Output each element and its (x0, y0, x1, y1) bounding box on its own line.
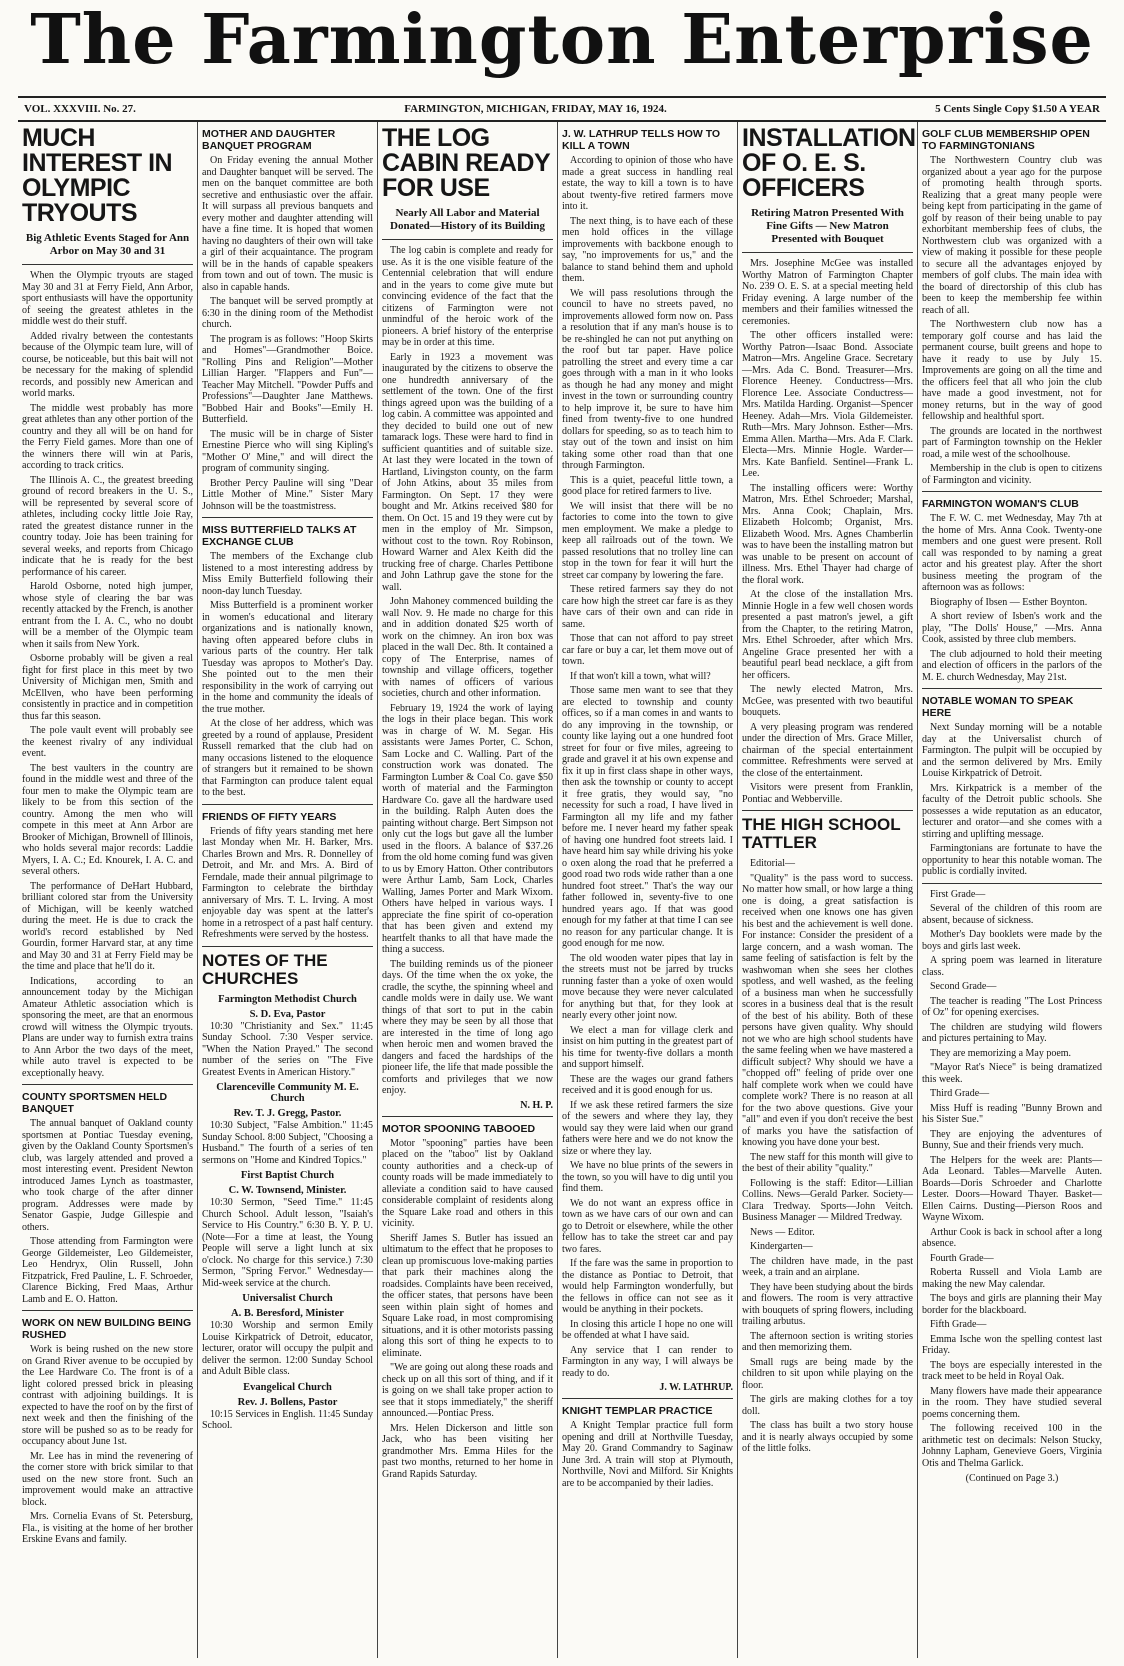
divider (922, 688, 1102, 689)
article-paragraph: The Illinois A. C., the greatest breeding ground of record breakers in the U. S., will be represented by several score of athletes, including cocky little Joie Ray, rated the greatest distance runner in the country today. Joie has been training for several weeks, and reports from Chicago indicate that he is ready for the best performance of his career. (22, 474, 193, 578)
article-paragraph: According to opinion of those who have made a great success in handling real estate, the way to kill a town is to have about twenty-five retired farmers move into it. (562, 155, 733, 212)
womans-club-article-body (922, 513, 1102, 683)
article-paragraph: "Mayor Rat's Niece" is being dramatized this week. (922, 1062, 1102, 1085)
article-paragraph: Early in 1923 a movement was inaugurated by the citizens to observe the one hundredth anniversary of the settlement of the town. One of the first things agreed upon was the building of a log cabin. A committee was appointed and they decided to build one out of new tamarack logs. These were hard to find in sufficient quantities and of suitable size. At last they were located in the town of Hartland, Livingston county, on the farm of John Atkins, about 35 miles from Farmington. On Sept. 17 they were bought and Mr. Atkins received $80 for them. On Oct. 15 and 19 they were cut by men in the employ of Mr. Simpson, without cost to the town. Roy Robinson, Howard Warner and Alex Keith did the trucking free of charge. Charles Pettibone and John Lathrup gave the stone for the wall. (382, 351, 553, 593)
article-paragraph: Roberta Russell and Viola Lamb are making the new May calendar. (922, 1267, 1102, 1290)
dateline-bar (18, 96, 1106, 122)
article-paragraph: The following received 100 in the arithmetic test on decimals: Nelson Stucky, Johnny Lapham, Genevieve Goers, Virginia Otis and Thelma Garlick. (922, 1423, 1102, 1469)
article-paragraph: We do not want an express office in town as we have cars of our own and can go to Detroit or elsewhere, while the other fellow has to take the street car and pay two fares. (562, 1197, 733, 1255)
article-paragraph: Mrs. Helen Dickerson and little son Jack, who has been visiting her grandmother Mrs. Emma Hiles for the past two months, returned to her home in Grand Rapids Saturday. (382, 1422, 553, 1480)
lathrup-signature: J. W. LATHRUP. (659, 1382, 733, 1393)
sportsmen-article-body (22, 1118, 193, 1305)
divider (742, 810, 913, 811)
womans-club-headline: FARMINGTON WOMAN'S CLUB (922, 498, 1079, 510)
article-paragraph: A spring poem was learned in literature class. (922, 955, 1102, 978)
article-paragraph: "We are going out along these roads and check up on all this sort of thing, and if it is going on we shall take proper action to see that it stops immediately," the sheriff announced.—Pontiac Press. (382, 1362, 553, 1419)
article-paragraph: First Grade— (930, 888, 986, 900)
column-4 (558, 122, 738, 1658)
article-paragraph: The best vaulters in the country are found in the middle west and three of the four men to make the Olympic team are likely to be from this section of the country. Among the men who will compete in this meet at Ann Arbor are Brooker of Michigan, Brownell of Illinois, who holds several major records: Laddie Myers, I. A. C.; Ed. Knourek, I. A. C. and several others. (22, 762, 193, 877)
church-name: Evangelical Church (243, 1381, 332, 1393)
article-paragraph: Harold Osborne, noted high jumper, whose style of clearing the bar was recently attacked by the French, is another entrant from the I. A. C., who no doubt will be a member of the Olympic team when it sails from New York. (22, 581, 193, 650)
article-paragraph: We will pass resolutions through the council to have no streets paved, no improvements allowed form now on. Pass a resolution that if any man's house is to be re-shingled he can not put anything on the roof but tar paper. Have police patrolling the street and every time a car goes through with a man in it who looks as though he had any money and might invest in the town or surrounding country to help improve it, be sure to have him fined from twenty-five to one hundred dollars for speeding, so as to teach him to stay out of the town and insist on him taking some other road than that one through Farmington. (562, 287, 733, 471)
article-paragraph: John Mahoney commenced building the wall Nov. 9. He made no charge for this and in addition donated $25 worth of work on the chimney. An iron box was placed in the wall Dec. 8th. It contained a copy of The Enterprise, names of township and village officers, together with names of officers of various societies, church and other information. (382, 596, 553, 699)
article-paragraph: Many flowers have made their appearance in the room. They have studied several poems concerning them. (922, 1385, 1102, 1420)
article-paragraph: Miss Huff is reading "Bunny Brown and his Sister Sue." (922, 1102, 1102, 1125)
article-paragraph: Biography of Ibsen — Esther Boynton. (930, 596, 1088, 608)
column-3 (378, 122, 558, 1658)
article-paragraph: Arthur Cook is back in school after a long absence. (922, 1226, 1102, 1249)
column-1 (18, 122, 198, 1658)
church-name: Clarenceville Community M. E. Church (216, 1082, 359, 1104)
article-paragraph: The club adjourned to hold their meeting and election of officers in the parlors of the M. E. church Wednesday, May 21st. (922, 648, 1102, 683)
article-paragraph: Fifth Grade— (930, 1319, 987, 1330)
article-paragraph: The new staff for this month will give to the best of their ability "quality." (742, 1151, 913, 1174)
notable-woman-headline: NOTABLE WOMAN TO SPEAK HERE (922, 695, 1074, 719)
article-paragraph: Farmingtonians are fortunate to have the opportunity to hear this notable woman. The public is cordially invited. (922, 843, 1102, 877)
article-paragraph: A short review of Isben's work and the play, "The Dolls' House," —Mrs. Anna Cook, assisted by three club members. (922, 611, 1102, 645)
article-paragraph: Sheriff James S. Butler has issued an ultimatum to the effect that he proposes to clean up promiscuous love-making parties that park their machines along the roadsides. Complaints have been received, the officer states, that persons have been seen within plain sight of homes and Square Lake road, in most compromising situations, and it is other motorists passing along this sort of thing he expects to to eliminate. (382, 1232, 553, 1359)
article-paragraph: "Quality" is the pass word to success. No matter how small, or how large a thing one is doing, a great satisfaction is received when one knows one has given his best and the achievement is well done. For instance: Consider the president of a large concern, and a wash woman. The same feeling of satisfaction is felt by the washwoman when she sees her clothes spotless, and well washed, as the feeling of a business man when he successfully scores in a business deal that is the result of the best of his ability. Both of these persons have given quality. Why should not we who are high school students have the same feeling when we have mastered a difficult subject? Why should we have a "chopped off" feeling of pride over one half complete work when we could have complete work? There is no reason at all for the two above questions. Give your "all" and even if you don't receive the best of marks you have the satisfaction of knowing you have done your best. (742, 872, 913, 1148)
article-paragraph: Brother Percy Pauline will sing "Dear Little Mother of Mine." Sister Mary Johnson will be the toastmistress. (202, 477, 373, 512)
olympic-headline: MUCH INTEREST IN OLYMPIC TRYOUTS (22, 124, 173, 227)
article-paragraph: The grounds are located in the northwest part of Farmington township on the Hekler road, a mile west of the schoolhouse. (922, 425, 1102, 460)
article-paragraph: The installing officers were: Worthy Matron, Mrs. Ethel Schroeder; Marshal, Mrs. Anna Cook; Chaplain, Mrs. Elizabeth Holcomb; Organist, Mrs. Elizabeth Wood. Mrs. Agnes Chamberlin was to have been the installing matron but was unable to be present on account of illness. Mrs. Ethel Thayer had charge of the floral work. (742, 482, 913, 586)
article-paragraph: Second Grade— (930, 981, 997, 992)
sportsmen-headline: COUNTY SPORTSMEN HELD BANQUET (22, 1091, 168, 1115)
spooning-headline: MOTOR SPOONING TABOOED (382, 1122, 536, 1135)
article-paragraph: If we ask these retired farmers the size of the sewers and where they lay, they would say they were laid when our grand fathers were here and we do not know the size or where they lay. (562, 1099, 733, 1157)
log-cabin-article-body (382, 245, 553, 1097)
article-paragraph: A Knight Templar practice full form opening and drill at Northville Tuesday, May 20. Grand Commandry to Saginaw June 3rd. A train will stop at Plymouth, Northville, Novi and Milford. Sir Knights are to be accompanied by their ladies. (562, 1420, 733, 1489)
golf-club-headline: GOLF CLUB MEMBERSHIP OPEN TO FARMINGTONIANS (922, 128, 1090, 152)
article-paragraph: Any service that I can render to Farmington in any way, I will always be ready to do. (562, 1344, 733, 1379)
article-paragraph: At the close of her address, which was greeted by a round of applause, President Russell remarked that the club had on many occasions listened to the eloquence of strangers but it remained to be shown that Farmington can produce talent equal to the best. (202, 718, 373, 798)
article-paragraph: The old wooden water pipes that lay in the streets must not be jarred by trucks running faster than a yoke of oxen would move because they were never calculated for anything but that, for they look at nearly every other joint now. (562, 952, 733, 1021)
column-6 (918, 122, 1106, 1658)
church-pastor: Rev. J. Bollens, Pastor (237, 1396, 338, 1408)
article-paragraph: February 19, 1924 the work of laying the logs in their place began. This work was in charge of W. M. Segar. His assistants were James Porter, C. Schon, Sam Locke and C. Walling. Part of the construction work was donated. The Farmington Lumber & Coal Co. gave $50 worth of material and the Farmington Hardware Co. gave all the hardware used in the building. Ralph Auten does the painting without charge. Bert Simpson not only cut the logs but gave all the lumber used in the floors. A balance of $37.26 from the old home coming fund was given to us by Emory Hatton. Other contributors were Arthur Lamb, Sam Lock, Charles Walling, James Porter and Mark Wixom. Others have helped in various ways. I appreciate the fine spirit of co-operation that has been given and extend my heartfelt thanks to all that have made the thing a success. (382, 702, 553, 955)
divider (922, 491, 1102, 492)
church-schedule: 10:30 "Christianity and Sex." 11:45 Sunday School. 7:30 Vesper service. "When the Nation Prayed." The second number of the series on "The Five Greatest Events in American History." (202, 1020, 373, 1078)
article-paragraph: Added rivalry between the contestants because of the Olympic team lure, will of course, be noticeable, but this bait will not be necessary for the making of splendid records, and possibly new American and world marks. (22, 330, 193, 399)
article-paragraph: When the Olympic tryouts are staged May 30 and 31 at Ferry Field, Ann Arbor, sport enthusiasts will have the opportunity of seeing the greatest athletes in the middle west do their stuff. (22, 270, 193, 327)
article-columns (18, 122, 1106, 1658)
article-paragraph: Osborne probably will be given a real fight for first place in this meet by two University of Michigan men, Smith and McEllven, who have been performing consistently in practice and in competition thus far this season. (22, 653, 193, 722)
article-paragraph: Indications, according to an announcement today by the Michigan Amateur Athletic association which is sponsoring the meet, are that an enormous crowd will witness the Olympic tryouts. Plans are under way to furnish extra trains to Ann Arbor the two days of the meet, while auto travel is expected to be exceptionally heavy. (22, 975, 193, 1079)
article-paragraph: The newly elected Matron, Mrs. McGee, was presented with two beautiful bouquets. (742, 684, 913, 718)
article-paragraph: The music will be in charge of Sister Ernestine Pierce who will sing Kipling's "Mother O' Mine," and will direct the program of community singing. (202, 428, 373, 474)
friends-article-body (202, 826, 373, 941)
masthead (0, 0, 1124, 80)
church-pastor: A. B. Beresford, Minister (231, 1308, 344, 1319)
article-paragraph: Editorial— (750, 858, 795, 869)
spooning-article-body (382, 1138, 553, 1481)
article-paragraph: Miss Butterfield is a prominent worker in women's educational and literary organizations and is nationally known, having often appeared before clubs in various parts of the country. Her talk Tuesday was apropos to Mother's Day. She pointed out to the men their responsibility in the work of carrying out in the home and community the ideals of the true mother. (202, 600, 373, 715)
article-paragraph: Next Sunday morning will be a notable day at the Universalist church of Farmington. The pulpit will be occupied by and the sermon delivered by Mrs. Emily Louise Kirkpatrick of Detroit. (922, 722, 1102, 779)
notable-woman-article-body (922, 722, 1102, 878)
article-paragraph: Friends of fifty years standing met here last Monday when Mr. H. Barker, Mrs. Charles Brown and Mrs. R. Donnelley of Detroit, and Mr. and Mrs. A. Bird of Ferndale, made their annual pilgrimage to Farmington to celebrate the birthday anniversary of Mrs. T. L. Irving. A most enjoyable day was spent at the latter's home in a retrospect of a past half century. Refreshments were served by the hostess. (202, 825, 373, 940)
kill-a-town-headline: J. W. LATHRUP TELLS HOW TO KILL A TOWN (562, 128, 721, 152)
continued-note: (Continued on Page 3.) (965, 1473, 1059, 1484)
article-paragraph: They have been studying about the birds and flowers. The room is very attractive with bouquets of spring flowers, including trailing arbutus. (742, 1281, 913, 1327)
column-2 (198, 122, 378, 1658)
article-paragraph: At the close of the installation Mrs. Minnie Hogle in a few well chosen words presented a past matron's jewel, a gift from the Chapter, to the retiring Matron, Mrs. Ethel Schroeder, after which Mrs. Angeline Grace presented her with a beautiful pearl bead necklace, a gift from her officers. (742, 589, 913, 681)
oes-subhead: Retiring Matron Presented With Fine Gifts — New Matron Presented with Bouquet (751, 207, 904, 245)
school-grades-body (922, 889, 1102, 1470)
subscription-price: 5 Cents Single Copy $1.50 A YEAR (935, 103, 1100, 115)
article-paragraph: The banquet will be served promptly at 6:30 in the dining room of the Methodist church. (202, 296, 373, 330)
new-building-headline: WORK ON NEW BUILDING BEING RUSHED (22, 1317, 192, 1341)
article-paragraph: Small rugs are being made by the children to sit upon while playing on the floor. (742, 1356, 913, 1391)
article-paragraph: The middle west probably has more great athletes than any other portion of the country and they all will be on hand for the Ferry Field games. More than one of the winners there will win at Paris, according to track critics. (22, 402, 193, 471)
oes-article-body (742, 258, 913, 805)
log-cabin-signature: N. H. P. (520, 1099, 553, 1111)
church-schedule: 10:30 Sermon, "Seed Time." 11:45 Church School. Adult lesson, "Isaiah's Service to His Country." 6:30 B. Y. P. U. (Note—For a time at least, the Young People will serve a light lunch at six o'clock. No charge for this service.) 7:30 Sermon, "Spring Fervor." Wednesday—Mid-week service at the church. (202, 1197, 373, 1289)
kill-a-town-article-body (562, 155, 733, 1379)
article-paragraph: They are memorizing a May poem. (930, 1047, 1072, 1059)
article-paragraph: Fourth Grade— (930, 1252, 994, 1264)
article-paragraph: The boys and girls are planning their May border for the blackboard. (922, 1293, 1102, 1316)
article-paragraph: News — Editor. (750, 1226, 815, 1238)
article-paragraph: If the fare was the same in proportion to the distance as Pontiac to Detroit, that would help Farmington wonderfully, but the fellows in office can not see as it would be anything in their pockets. (562, 1258, 733, 1315)
article-paragraph: The children are studying wild flowers and pictures pertaining to May. (922, 1021, 1102, 1044)
article-paragraph: The performance of DeHart Hubbard, brilliant colored star from the University of Michigan, will be keenly watched during the meet. He is due to crack the world's record established by Ned Gourdin, former Harvard star, at any time and May 30 and 31 at Ferry Field may be the time and place that he'll do it. (22, 880, 193, 972)
article-paragraph: Mrs. Kirkpatrick is a member of the faculty of the Detroit public schools. She possesses a wide reputation as an educator, lecturer and orator—and she comes with a stirring and uplifting message. (922, 782, 1102, 840)
church-pastor: S. D. Eva, Pastor (249, 1008, 326, 1020)
church-schedule: 10:15 Services in English. 11:45 Sunday School. (202, 1408, 373, 1431)
article-paragraph: The pole vault event will probably see the keenest rivalry of any individual event. (22, 725, 193, 759)
article-paragraph: The Helpers for the week are: Plants—Ada Leonard. Tables—Marvelle Auten. Boards—Doris Schroeder and Charlotte Lester. Doors—Howard Thayer. Basket—Ellen Cairns. Dusting—Pierson Roos and Wayne Wixom. (922, 1154, 1102, 1223)
article-paragraph: The boys are especially interested in the track meet to be held in Royal Oak. (922, 1359, 1102, 1382)
article-paragraph: The building reminds us of the pioneer days. Of the time when the ox yoke, the cradle, the scythe, the spinning wheel and candle molds were in daily use. We want things of that sort to put in the cabin where they may be seen by all those that are interested in the time of long ago when heroic men and women braved the dangers and faced the hardships of the pioneer life, the life that made possible the comforts and privileges that we now enjoy. (382, 958, 553, 1096)
mother-daughter-headline: MOTHER AND DAUGHTER BANQUET PROGRAM (202, 128, 336, 152)
article-paragraph: Following is the staff: Editor—Lillian Collins. News—Gerald Parker. Society—Clara Tredway. Sports—John Veitch. Business Manager — Mildred Tredway. (742, 1177, 913, 1223)
article-paragraph: On Friday evening the annual Mother and Daughter banquet will be served. The men on the banquet committee are both secretive and enthusiastic over the affair. It will surpass all previous banquets and every mother and daughter attending will have a fine time. It is hoped that women having no daughters of their own will take a girl of their acquaintance. The program will be in the hands of capable speakers from town and out of town. The music is also in capable hands. (202, 155, 373, 293)
article-paragraph: Several of the children of this room are absent, because of sickness. (922, 903, 1102, 926)
butterfield-article-body (202, 551, 373, 799)
article-paragraph: These are the wages our grand fathers received and it is good enough for us. (562, 1073, 733, 1096)
article-paragraph: Those that can not afford to pay street car fare or buy a car, let them move out of town. (562, 633, 733, 667)
article-paragraph: Work is being rushed on the new store on Grand River avenue to be occupied by the Lee Hardware Co. The front is of a light colored pressed brick in pleasing contrast with adjoining buildings. It is expected to have the roof on by the first of next week and then the finishing of the store will be pushed so as to be ready for occupancy about June 1st. (22, 1344, 193, 1447)
column-5 (738, 122, 918, 1658)
article-paragraph: In closing this article I hope no one will be offended at what I have said. (562, 1318, 733, 1341)
article-paragraph: The other officers installed were: Worthy Patron—Isaac Bond. Associate Matron—Mrs. Angeline Grace. Secretary—Mrs. Ada C. Bond. Treasurer—Mrs. Florence Heeney. Conductress—Mrs. Florence Lee. Associate Conductress—Mrs. Matilda Harding. Organist—Spencer Heeney. Adah—Mrs. Viola Gildemeister. Ruth—Mrs. Mary Johnson. Esther—Mrs. Emma Allen. Martha—Mrs. Ada F. Clark. Electa—Mrs. Minnie Hogle. Warder—Mrs. Kate Banfield. Sentinel—Frank L. Lee. (742, 330, 913, 479)
divider (742, 252, 913, 253)
article-paragraph: The log cabin is complete and ready for use. As it is the one visible feature of the Centennial celebration that will endure and in the years to come give mute but convincing evidence of the fact that the citizens of Farmington were not unmindful of the heroic work of the pioneers. A brief history of the enterprise may be in order at this time. (382, 245, 553, 348)
article-paragraph: We elect a man for village clerk and insist on him putting in the greatest part of his time for twenty-five dollars a month and support himself. (562, 1024, 733, 1070)
article-paragraph: Membership in the club is open to citizens of Farmington and vicinity. (922, 463, 1102, 486)
friends-headline: FRIENDS OF FIFTY YEARS (202, 810, 337, 823)
butterfield-headline: MISS BUTTERFIELD TALKS AT EXCHANGE CLUB (202, 524, 357, 548)
log-cabin-subhead: Nearly All Labor and Material Donated—History of its Building (390, 207, 545, 232)
article-paragraph: A very pleasing program was rendered under the direction of Mrs. Grace Miller, chairman of the special entertainment committee. Refreshments were served at the close of the entertainment. (742, 721, 913, 779)
article-paragraph: They are enjoying the adventures of Bunny, Sue and their friends very much. (922, 1128, 1102, 1151)
article-paragraph: Mrs. Cornelia Evans of St. Petersburg, Fla., is visiting at the home of her brother Erskine Evans and family. (22, 1511, 193, 1545)
knight-templar-article-body (562, 1420, 733, 1489)
newspaper-title: The Farmington Enterprise (30, 0, 1094, 80)
article-paragraph: The annual banquet of Oakland county sportsmen at Pontiac Tuesday evening, given by the Oakland County Sportsmen's club, was largely attended and proved a most interesting event. President Newton introduced James Lynch as toastmaster, who took charge of the after dinner program. Addresses were made by Senator Gaspie, Judge Gillespie and others. (22, 1118, 193, 1233)
divider (22, 264, 193, 265)
church-name: First Baptist Church (240, 1170, 335, 1181)
article-paragraph: The teacher is reading "The Lost Princess of Oz" for opening exercises. (922, 995, 1102, 1018)
knight-templar-headline: KNIGHT TEMPLAR PRACTICE (562, 1405, 713, 1417)
article-paragraph: Third Grade— (930, 1088, 990, 1099)
divider (202, 946, 373, 947)
olympic-subhead: Big Athletic Events Staged for Ann Arbor on May 30 and 31 (25, 232, 190, 257)
divider (202, 804, 373, 805)
article-paragraph: Those attending from Farmington were George Gildemeister, Leo Gildemeister, Leo Hendryx, Olin Russell, John Fitzpatrick, Fred Pauline, L. F. Schroeder, Clarence Bicking, Fred Maas, Arthur Lamb and E. O. Hatton. (22, 1236, 193, 1305)
article-paragraph: The F. W. C. met Wednesday, May 7th at the home of Mrs. Anna Cook. Twenty-one members and one guest were present. Roll call was responded to by naming a great actor and his greatest play. After the short business meeting the program of the afternoon was as follows: (922, 513, 1102, 593)
article-paragraph: Mrs. Josephine McGee was installed Worthy Matron of Farmington Chapter No. 239 O. E. S. at a special meeting held Friday evening. A large number of the members and their families witnessed the ceremonies. (742, 258, 913, 327)
article-paragraph: If that won't kill a town, what will? (570, 670, 711, 682)
article-paragraph: This is a quiet, peaceful little town, a good place for retired farmers to live. (562, 474, 733, 497)
article-paragraph: Mother's Day booklets were made by the boys and girls last week. (922, 929, 1102, 952)
place-and-date: FARMINGTON, MICHIGAN, FRIDAY, MAY 16, 1924. (404, 103, 667, 115)
article-paragraph: The class has built a two story house and it is nearly always occupied by some of the little folks. (742, 1420, 913, 1454)
church-pastor: C. W. Townsend, Minister. (228, 1185, 347, 1196)
divider (562, 1398, 733, 1399)
article-paragraph: The program is as follows: "Hoop Skirts and Homes"—Grandmother Boice. "Rolling Pins and Religion"—Mother Lillian Harger. "Flappers and Fun"—Teacher May Mitchell. "Powder Puffs and Professions"—Daughter Jane Matthews. "Bobbed Hair and Books"—Emily H. Butterfield. (202, 333, 373, 425)
church-name: Universalist Church (242, 1293, 333, 1304)
log-cabin-headline: THE LOG CABIN READY FOR USE (382, 124, 550, 202)
article-paragraph: These retired farmers say they do not care how high the street car fare is as they have cars of their own and can ride in same. (562, 584, 733, 630)
olympic-article-body (22, 270, 193, 1079)
divider (22, 1084, 193, 1085)
article-paragraph: Emma Ische won the spelling contest last Friday. (922, 1333, 1102, 1356)
tattler-article-body (742, 858, 913, 1455)
article-paragraph: Those same men want to see that they are elected to township and county offices, so if a man comes in and wants to do any improving in the township, or county like laying out a one hundred foot street for four or five miles, agreeing to grade and gravel it at his own expense and fix it up in first class shape in other ways, then ask the township or county to accept it free gratis, they would say, "no necessity for such a road, I have lived in Farmington all my life and my father before me. I never heard my father speak of having one hundred foot streets laid. I have heard him say while driving his yoke o oxen along the road that he preferred a good road two rods wide rather than a one hundred foot street." That's the way our father followed in, seventy-five to one hundred years ago. If that was good enough for my father at that time I can see no reason for any particular change. It is good enough for me now. (562, 685, 733, 949)
new-building-article-body (22, 1344, 193, 1546)
article-paragraph: Mr. Lee has in mind the revenering of the corner store with brick similar to that used on the new store front. Such an improvement would make an attractive block. (22, 1450, 193, 1508)
divider (22, 1310, 193, 1311)
article-paragraph: The Northwestern Country club was organized about a year ago for the purpose of promoting health through sports. Realizing that a great many people were being kept from participating in the game of golf by reason of their being unable to pay exhorbitant membership fees of clubs, the Northwestern club was organized with a view of making it possible for these people to secure all the advantages enjoyed by members of golf clubs. The main idea with the board of directorship of this club has been to keep the membership fee within reach of all. (922, 155, 1102, 316)
church-pastor: Rev. T. J. Gregg, Pastor. (233, 1108, 342, 1119)
mother-daughter-article-body (202, 155, 373, 512)
article-paragraph: We have no blue prints of the sewers in the town, so you will have to dig until you find them. (562, 1160, 733, 1194)
article-paragraph: The next thing, is to have each of these men hold offices in the village improvements with backbone enough to say, "no improvements for us," and the balance to stand behind them and uphold them. (562, 215, 733, 284)
golf-club-article-body (922, 155, 1102, 486)
church-name: Farmington Methodist Church (218, 993, 357, 1005)
article-paragraph: We will insist that there will be no factories to come into the town to give men employment. We make a pledge to keep all railroads out of the town. We passed resolutions that no trolley line can stop in the town for fear it will hurt the street car company by lowering the fare. (562, 500, 733, 581)
tattler-headline: THE HIGH SCHOOL TATTLER (742, 815, 901, 852)
churches-headline: NOTES OF THE CHURCHES (202, 950, 328, 988)
volume-number: VOL. XXXVIII. No. 27. (24, 103, 136, 115)
article-paragraph: Kindergarten— (750, 1241, 813, 1252)
divider (382, 1116, 553, 1117)
church-schedule: 10:30 Worship and sermon Emily Louise Kirkpatrick of Detroit, educator, lecturer, orator will occupy the pulpit and deliver the sermon. 12:00 Sunday School and Adult Bible class. (202, 1320, 373, 1377)
divider (202, 517, 373, 518)
divider (382, 239, 553, 240)
article-paragraph: The Northwestern club now has a temporary golf course and has laid the permanent course, built greens and hope to have it ready to use by July 15. Improvements are going on all the time and the officers feel that all who join the club have made a good investment, not for money returns, but in the way of good fellowship and healthful sport. (922, 319, 1102, 422)
oes-headline: INSTALLATION OF O. E. S. OFFICERS (742, 124, 916, 202)
church-schedule: 10:30 Subject, "False Ambition." 11:45 Sunday School. 8:00 Subject, "Choosing a Husband." The fourth of a series of ten sermons on "Home and Kindred Topics." (202, 1120, 373, 1166)
divider (922, 883, 1102, 884)
article-paragraph: The girls are making clothes for a toy doll. (742, 1394, 913, 1417)
article-paragraph: The children have made, in the past week, a train and an airplane. (742, 1255, 913, 1278)
article-paragraph: Motor "spooning" parties have been placed on the "taboo" list by Oakland county authorities and a check-up of county roads will be made immediately to alleviate a condition said to have caused considerable complaint of residents along the Square Lake road and others in this vicinity. (382, 1137, 553, 1229)
article-paragraph: The afternoon section is writing stories and then memorizing them. (742, 1330, 913, 1353)
article-paragraph: Visitors were present from Franklin, Pontiac and Webberville. (742, 782, 913, 805)
article-paragraph: The members of the Exchange club listened to a most interesting address by Miss Emily Butterfield following their noon-day lunch Tuesday. (202, 551, 373, 597)
